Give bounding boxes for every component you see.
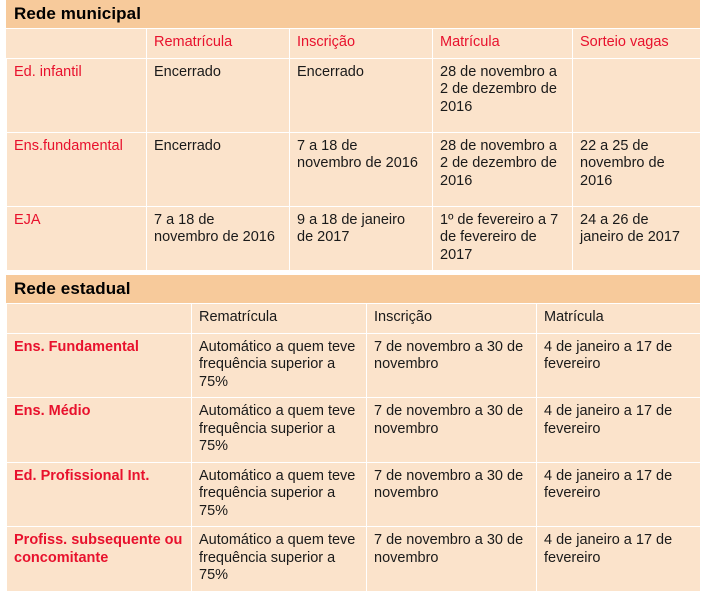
table-header-row [7,29,701,59]
cell-infantil-rematricula: Encerrado [147,58,290,132]
cell-medio-matricula: 4 de janeiro a 17 de fevereiro [537,398,701,463]
row-header-ens-fundamental: Ens.fundamental [7,132,147,206]
table-estadual [6,303,701,592]
cell-eja-matricula: 1º de fevereiro a 7 de fevereiro de 2017 [433,206,573,271]
cell-fundamental-inscricao: 7 de novembro a 30 de novembro [367,333,537,398]
row-header-ed-profissional-int: Ed. Profissional Int. [7,462,192,527]
column-header-blank [7,29,147,59]
table-row [7,527,701,592]
cell-eja-inscricao: 9 a 18 de janeiro de 2017 [290,206,433,271]
column-header-blank [7,304,192,334]
cell-subsequente-matricula: 4 de janeiro a 17 de fevereiro [537,527,701,592]
cell-fundamental-matricula: 4 de janeiro a 17 de fevereiro [537,333,701,398]
cell-fundamental-matricula: 28 de novembro a 2 de dezembro de 2016 [433,132,573,206]
table-block-municipal [6,0,700,271]
cell-infantil-matricula: 28 de novembro a 2 de dezembro de 2016 [433,58,573,132]
table-municipal [6,28,701,271]
cell-fundamental-rematricula: Encerrado [147,132,290,206]
row-header-eja: EJA [7,206,147,271]
table-block-estadual [6,275,700,592]
cell-eja-sorteio: 24 a 26 de janeiro de 2017 [573,206,701,271]
cell-profissional-rematricula: Automático a quem teve frequência superior a 75% [192,462,367,527]
table-row [7,58,701,132]
row-header-ed-infantil: Ed. infantil [7,58,147,132]
column-header-matricula: Matrícula [537,304,701,334]
table-row [7,333,701,398]
cell-infantil-inscricao: Encerrado [290,58,433,132]
cell-eja-rematricula: 7 a 18 de novembro de 2016 [147,206,290,271]
cell-infantil-sorteio [573,58,701,132]
table-title-estadual: Rede estadual [6,275,700,303]
column-header-matricula: Matrícula [433,29,573,59]
table-row [7,206,701,271]
column-header-rematricula: Rematrícula [192,304,367,334]
cell-medio-inscricao: 7 de novembro a 30 de novembro [367,398,537,463]
table-title-municipal: Rede municipal [6,0,700,28]
column-header-inscricao: Inscrição [290,29,433,59]
table-row [7,398,701,463]
table-row [7,462,701,527]
column-header-sorteio-vagas: Sorteio vagas [573,29,701,59]
cell-profissional-inscricao: 7 de novembro a 30 de novembro [367,462,537,527]
cell-subsequente-inscricao: 7 de novembro a 30 de novembro [367,527,537,592]
column-header-rematricula: Rematrícula [147,29,290,59]
cell-profissional-matricula: 4 de janeiro a 17 de fevereiro [537,462,701,527]
cell-fundamental-inscricao: 7 a 18 de novembro de 2016 [290,132,433,206]
table-row [7,132,701,206]
table-header-row [7,304,701,334]
row-header-profiss-subsequente: Profiss. subsequente ou concomitante [7,527,192,592]
row-header-ens-medio: Ens. Médio [7,398,192,463]
row-header-ens-fundamental: Ens. Fundamental [7,333,192,398]
cell-medio-rematricula: Automático a quem teve frequência superior a 75% [192,398,367,463]
cell-fundamental-rematricula: Automático a quem teve frequência superior a 75% [192,333,367,398]
cell-subsequente-rematricula: Automático a quem teve frequência superior a 75% [192,527,367,592]
cell-fundamental-sorteio: 22 a 25 de novembro de 2016 [573,132,701,206]
column-header-inscricao: Inscrição [367,304,537,334]
